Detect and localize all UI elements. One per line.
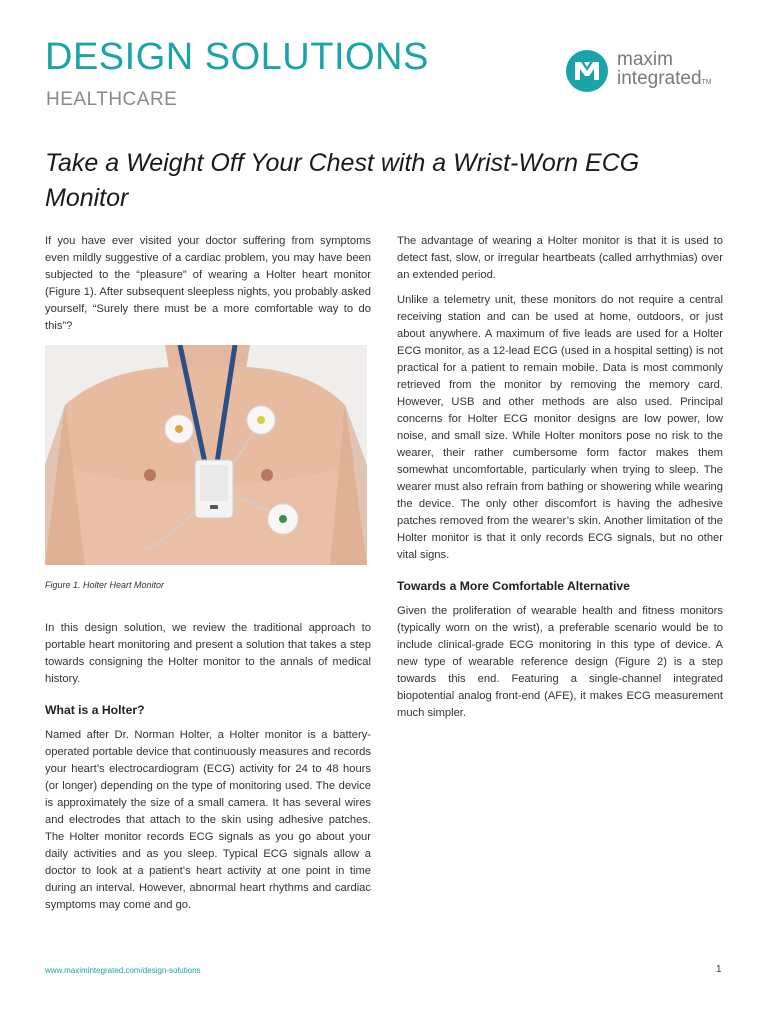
wearable-paragraph: Given the proliferation of wearable health and fitness monitors (typically worn on the wrist), a preferable scenario would be to include clinical-grade ECG monitoring in this type of device. A new type of wearable reference design (Figure 2) is a step towards this end. Featuring a single-channel integrated biopotential analog front-end (AFE), it makes ECG measurement much simpler. xyxy=(397,605,723,719)
intro-paragraph: If you have ever visited your doctor suffering from symptoms even mildly suggestive of a cardiac problem, you may have been subjected to the “pleasure” of wearing a Holter heart monitor (Figure 1). After subsequent sleepless nights, you probably asked yourself, “Surely there must be a more comfortable way to do this”? xyxy=(45,235,371,332)
page-number: 1 xyxy=(716,964,722,975)
logo-tm: TM xyxy=(701,79,712,86)
right-column xyxy=(397,233,723,730)
maxim-logo xyxy=(565,48,735,94)
header-subtitle: HEALTHCARE xyxy=(46,89,178,110)
left-column xyxy=(45,233,371,922)
telemetry-paragraph: Unlike a telemetry unit, these monitors do not require a central receiving station and can be used at home, outdoors, or just about anywhere. A maximum of five leads are used for a Holter ECG monitor, as a 12-lead ECG (used in a hospital setting) is not practical for a patient to remain mobile. Data is most commonly retrieved from the monitor by removing the memory card. However, USB and other methods are also used. Principal concerns for Holter ECG monitor designs are low power, low noise, and small size. While Holter monitors pose no risk to the wearer, their rather cumbersome form factor makes them somewhat uncomfortable, particularly when trying to sleep. The wearer must also refrain from bathing or showering while wearing the device. The only other discomfort is having the adhesive patches removed from the wearer’s skin. Another limitation of the Holter monitor is that it only records ECG signals, but no other vital signs. xyxy=(397,294,723,561)
summary-paragraph: In this design solution, we review the traditional approach to portable heart monitoring and present a solution that takes a step towards consigning the Holter monitor to the annals of medical history. xyxy=(45,622,371,685)
holter-description-paragraph: Named after Dr. Norman Holter, a Holter monitor is a battery-operated portable device that continuously measures and records your heart’s electrocardiogram (ECG) activity for 24 to 48 hours (or longer) depending on the type of monitoring used. The device is approximately the size of a small camera. It has several wires and electrodes that attach to the skin using adhesive patches. The Holter monitor records ECG signals as you go about your daily activities and as you sleep. Typical ECG signals allow a doctor to look at a patient’s heart activity at one point in time during an interval. However, abnormal heart rhythms and cardiac symptoms may come and go. xyxy=(45,729,371,911)
article-title: Take a Weight Off Your Chest with a Wrist-Worn ECG Monitor xyxy=(45,149,640,212)
advantage-paragraph: The advantage of wearing a Holter monitor is that it is used to detect fast, slow, or irregular heartbeats (called arrhythmias) over an extended period. xyxy=(397,235,723,281)
logo-text-line2: integrated xyxy=(617,68,702,89)
header-title: DESIGN SOLUTIONS xyxy=(45,36,429,78)
figure-caption: Figure 1. Holter Heart Monitor xyxy=(45,580,165,590)
holter-monitor-image xyxy=(45,345,367,565)
logo-wordmark xyxy=(617,50,712,92)
section-heading-comfortable-alternative: Towards a More Comfortable Alternative xyxy=(397,579,630,593)
section-heading-what-is-holter: What is a Holter? xyxy=(45,703,145,717)
holter-monitor-figure xyxy=(45,345,367,565)
footer-url-link[interactable]: www.maximintegrated.com/design-solutions xyxy=(45,966,201,975)
maxim-logo-icon xyxy=(565,49,609,93)
logo-text-line1: maxim xyxy=(617,49,673,70)
